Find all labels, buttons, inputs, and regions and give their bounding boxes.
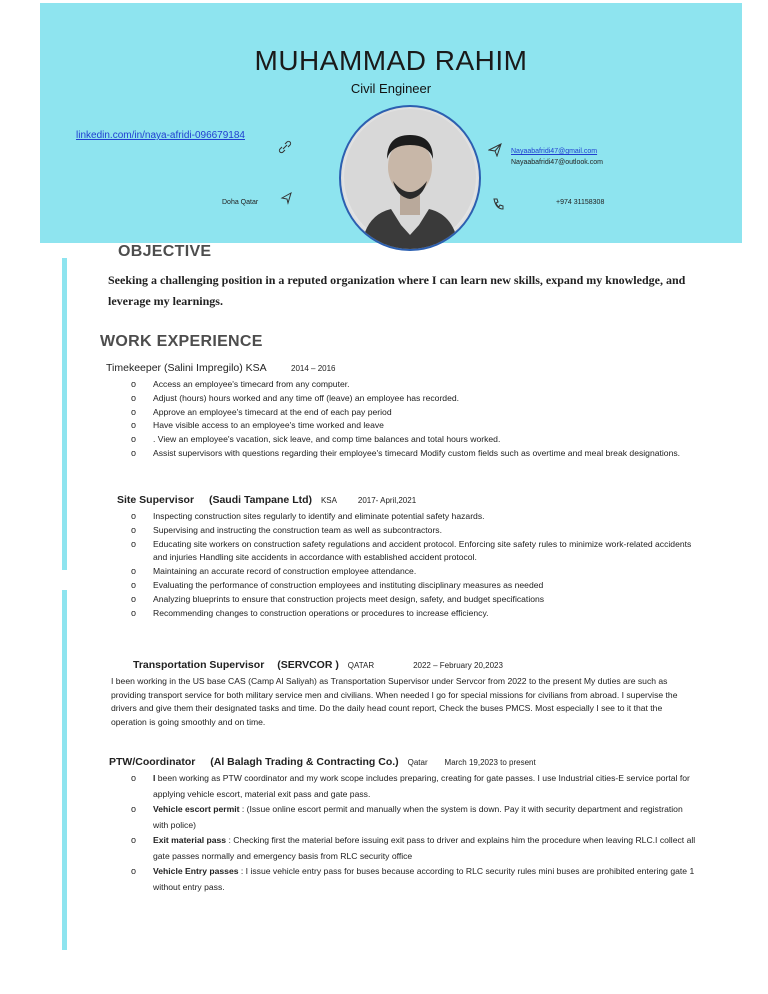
job2-company: (Saudi Tampane Ltd)	[208, 494, 313, 506]
job-title: Civil Engineer	[350, 81, 432, 96]
job3-title: Transportation Supervisor	[133, 659, 265, 671]
duty-item: o Supervising and instructing the construction team as well as subcontractors.	[131, 524, 696, 538]
job4-country: Qatar	[407, 758, 428, 767]
duty-item: o Maintaining an accurate record of construction employee attendance.	[131, 565, 696, 579]
job4-dates: March 19,2023 to present	[444, 758, 536, 767]
duty-text: : Checking first the material before issuing exit pass to driver and explains him the procedure when leaving RLC.I collect all gate passes normally and emergency basis from RLC security office	[153, 835, 696, 861]
job4-header	[109, 756, 536, 768]
duty-item: o Have visible access to an employee's time worked and leave	[131, 419, 696, 433]
duty-text: : I issue vehicle entry pass for buses because according to RLC security rules mini buses are prohibited entering gate 1 without entry pass.	[153, 866, 695, 892]
job1-dates: 2014 – 2016	[291, 364, 336, 373]
job2-title: Site Supervisor	[117, 494, 195, 506]
job1-duties	[131, 378, 696, 461]
duty-item	[131, 771, 696, 802]
job2-header	[117, 494, 416, 506]
duty-item: o Inspecting construction sites regularly to identify and eliminate potential safety hazards.	[131, 510, 696, 524]
job3-description: I been working in the US base CAS (Camp Al Saliyah) as Transportation Supervisor under Servcor from 2022 to the present My duties are such as providing transport service for both military service men and civilians. When needed I go for special missions for civilians from abroad. I supervise the drivers and give them their designated tasks and time. Do the daily head count report, Check the buses PMCS. Most especially I see to it that the operation is going smoothly and on time.	[111, 676, 678, 728]
job4-company: (Al Balagh Trading & Contracting Co.)	[210, 756, 399, 768]
duty-item: o Approve an employee's timecard at the end of each pay period	[131, 406, 696, 420]
job3-country: QATAR	[347, 661, 375, 670]
duty-text: been working as PTW coordinator and my work scope includes preparing, creating for gate passes. I use Industrial cities-E service portal for applying vehicle escort, material exit pass and gate pass.	[153, 773, 690, 799]
accent-bar-lower	[62, 590, 67, 950]
duty-item: o Evaluating the performance of construction employees and instituting disciplinary measures as needed	[131, 579, 696, 593]
email-secondary: Nayaabafridi47@outlook.com	[511, 159, 603, 166]
job3-header	[133, 659, 503, 671]
phone-icon	[491, 197, 505, 211]
duty-item: o Assist supervisors with questions regarding their employee's timecard Modify custom fields such as overtime and meal break designations.	[131, 447, 696, 461]
link-icon	[278, 140, 292, 154]
job1-header	[106, 362, 336, 374]
duty-lead: Vehicle Entry passes	[153, 866, 239, 876]
header-band	[40, 3, 742, 243]
duty-item: o Access an employee's timecard from any computer.	[131, 378, 696, 392]
candidate-name: MUHAMMAD RAHIM	[254, 45, 528, 76]
duty-item: o . View an employee's vacation, sick leave, and comp time balances and total hours worked.	[131, 433, 696, 447]
job2-country: KSA	[320, 496, 337, 505]
duty-lead: Exit material pass	[153, 835, 227, 845]
duty-item: o Adjust (hours) hours worked and any time off (leave) an employee has recorded.	[131, 392, 696, 406]
duty-lead: I	[153, 773, 156, 783]
job3-company: (SERVCOR )	[277, 659, 339, 671]
duty-item: o Educating site workers on construction safety regulations and accident protocol. Enforcing site safety rules to minimize work-related accidents and injuries Handling site accidents in accordance with established accident protocol.	[131, 538, 696, 566]
duty-item: o Analyzing blueprints to ensure that construction projects meet design, safety, and budget specifications	[131, 593, 696, 607]
objective-text: Seeking a challenging position in a reputed organization where I can learn new skills, expand my knowledge, and leverage my learnings.	[108, 273, 686, 308]
objective-heading: OBJECTIVE	[118, 243, 212, 260]
duty-text: : (Issue online escort permit and manually when the system is down. Pay it with security department and registration with police)	[153, 804, 683, 830]
job4-title: PTW/Coordinator	[109, 756, 196, 768]
phone-text: +974 31158308	[556, 199, 605, 206]
duty-item	[131, 833, 696, 864]
email-primary[interactable]: Nayaabafridi47@gmail.com	[511, 148, 598, 155]
job4-duties	[131, 771, 696, 895]
accent-bar-upper	[62, 258, 67, 570]
location-icon	[280, 191, 294, 205]
work-experience-heading: WORK EXPERIENCE	[100, 333, 263, 350]
duty-item	[131, 802, 696, 833]
email-icon	[488, 143, 502, 157]
job3-dates: 2022 – February 20,2023	[413, 661, 503, 670]
job1-title: Timekeeper (Salini Impregilo) KSA	[106, 362, 267, 374]
location-text: Doha Qatar	[222, 199, 259, 206]
duty-item	[131, 864, 696, 895]
duty-item: o Recommending changes to construction operations or procedures to increase efficiency.	[131, 607, 696, 621]
duty-lead: Vehicle escort permit	[153, 804, 240, 814]
job2-duties	[131, 510, 696, 620]
profile-photo	[339, 105, 481, 251]
linkedin-link[interactable]: linkedin.com/in/naya-afridi-096679184	[76, 130, 245, 141]
job2-dates: 2017- April,2021	[357, 496, 417, 505]
